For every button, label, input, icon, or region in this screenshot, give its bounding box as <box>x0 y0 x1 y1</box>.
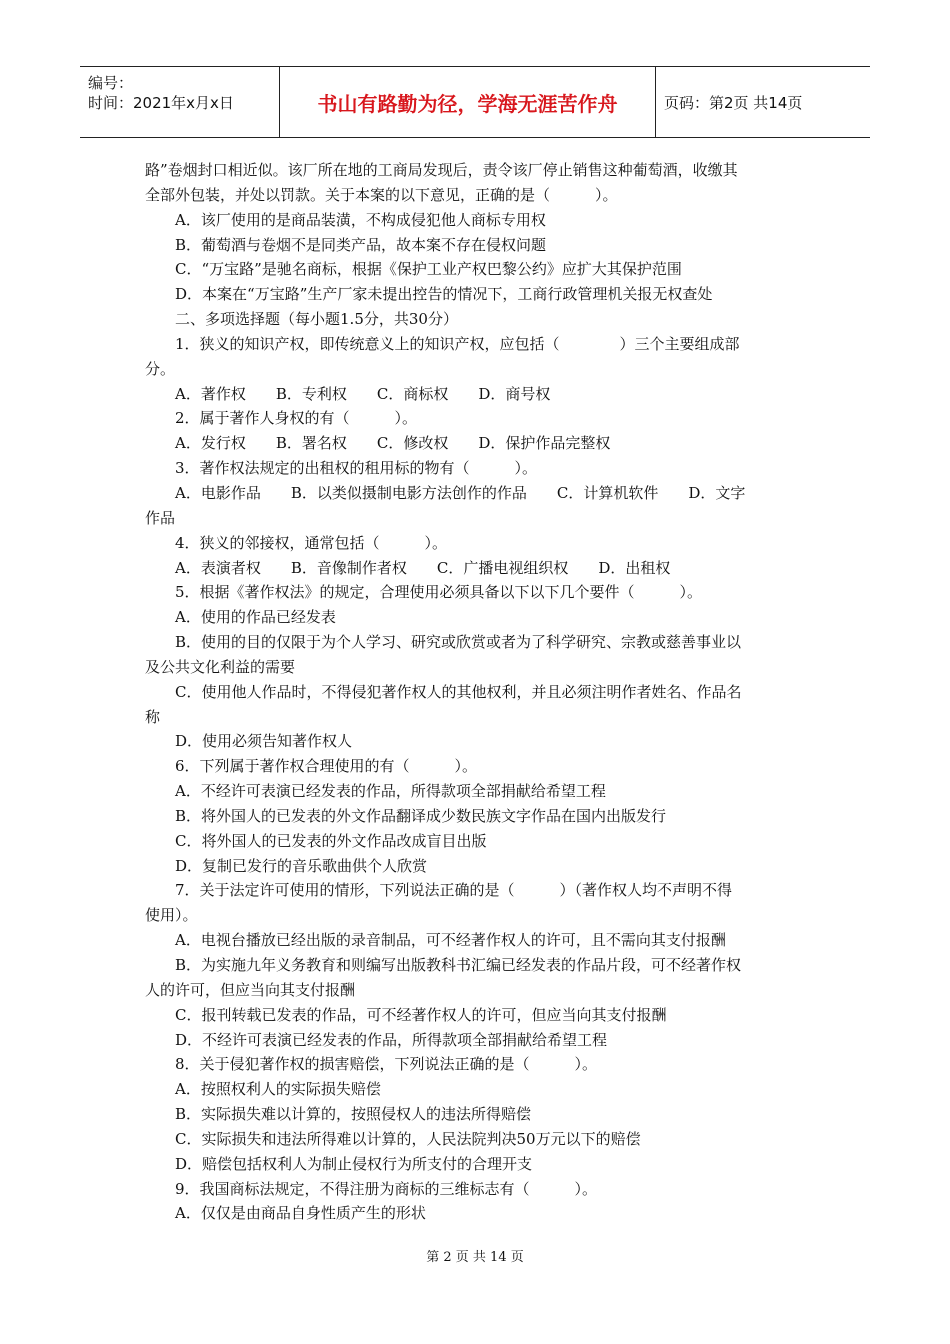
option-line: A．发行权 B．署名权 C．修改权 D．保护作品完整权 <box>175 434 611 453</box>
document-number-label: 编号： <box>88 74 134 92</box>
option-line: C．“万宝路”是驰名商标，根据《保护工业产权巴黎公约》应扩大其保护范围 <box>175 260 682 279</box>
option-line: D．复制已发行的音乐歌曲供个人欣赏 <box>175 856 428 875</box>
question-line: 9．我国商标法规定，不得注册为商标的三维标志有（ ）。 <box>175 1179 598 1198</box>
document-date-label: 时间：2021年x月x日 <box>88 94 234 112</box>
option-line: D．使用必须告知著作权人 <box>175 732 353 751</box>
option-line: C．将外国人的已发表的外文作品改成盲目出版 <box>175 831 487 850</box>
option-line: B．实际损失难以计算的，按照侵权人的违法所得赔偿 <box>175 1105 532 1124</box>
header-meta <box>80 67 280 137</box>
option-line: B．葡萄酒与卷烟不是同类产品，故本案不存在侵权问题 <box>175 235 547 254</box>
option-line: C．报刊转载已发表的作品，可不经著作权人的许可，但应当向其支付报酬 <box>175 1005 667 1024</box>
page-header <box>80 66 870 138</box>
option-line: A．按照权利人的实际损失赔偿 <box>175 1080 381 1099</box>
option-line: B．使用的目的仅限于为个人学习、研究或欣赏或者为了科学研究、宗教或慈善事业以 <box>175 633 742 652</box>
text-line: 路”卷烟封口相近似。该厂所在地的工商局发现后，责令该厂停止销售这种葡萄酒，收缴其 <box>145 161 738 179</box>
option-line: B．为实施九年义务教育和则编写出版教科书汇编已经发表的作品片段，可不经著作权 <box>175 956 742 974</box>
question-line: 3．著作权法规定的出租权的租用标的物有（ ）。 <box>175 459 538 478</box>
option-line: C．使用他人作品时，不得侵犯著作权人的其他权利，并且必须注明作者姓名、作品名 <box>175 682 742 701</box>
header-page-number: 页码：第2页 共14页 <box>664 93 803 112</box>
option-line: C．实际损失和违法所得难以计算的，人民法院判决50万元以下的赔偿 <box>175 1129 641 1148</box>
option-line: B．将外国人的已发表的外文作品翻译成少数民族文字作品在国内出版发行 <box>175 806 667 825</box>
option-line: A．仅仅是由商品自身性质产生的形状 <box>175 1204 426 1223</box>
option-line: A．电影作品 B．以类似摄制电影方法创作的作品 C．计算机软件 D．文字 <box>175 483 746 502</box>
section-heading: 二、多项选择题（每小题1.5分，共30分） <box>175 310 458 329</box>
option-line: A．著作权 B．专利权 C．商标权 D．商号权 <box>175 384 551 403</box>
text-line: 人的许可，但应当向其支付报酬 <box>145 980 356 999</box>
option-line: D．本案在“万宝路”生产厂家未提出控告的情况下，工商行政管理机关报无权查处 <box>175 285 713 304</box>
text-line: 全部外包装，并处以罚款。关于本案的以下意见，正确的是（ ）。 <box>145 185 618 204</box>
document-body <box>145 158 810 1226</box>
header-motto: 书山有路勤为径，学海无涯苦作舟 <box>280 67 656 137</box>
text-line: 及公共文化利益的需要 <box>145 657 296 676</box>
option-line: A．不经许可表演已经发表的作品，所得款项全部捐献给希望工程 <box>175 782 606 801</box>
text-line: 作品 <box>145 508 176 527</box>
question-line: 4．狭义的邻接权，通常包括（ ）。 <box>175 533 448 552</box>
question-line: 8．关于侵犯著作权的损害赔偿，下列说法正确的是（ ）。 <box>175 1055 598 1074</box>
text-line: 使用）。 <box>145 906 198 925</box>
text-line: 分。 <box>145 359 176 378</box>
question-line: 5．根据《著作权法》的规定，合理使用必须具备以下以下几个要件（ ）。 <box>175 583 703 602</box>
option-line: D．不经许可表演已经发表的作品，所得款项全部捐献给希望工程 <box>175 1030 608 1049</box>
question-line: 2．属于著作人身权的有（ ）。 <box>175 409 418 428</box>
question-line: 7．关于法定许可使用的情形，下列说法正确的是（ ）（著作权人均不声明不得 <box>175 881 733 900</box>
question-line: 1．狭义的知识产权，即传统意义上的知识产权，应包括（ ）三个主要组成部 <box>175 334 740 353</box>
option-line: A．使用的作品已经发表 <box>175 608 336 627</box>
option-line: A．电视台播放已经出版的录音制品，可不经著作权人的许可，且不需向其支付报酬 <box>175 931 726 950</box>
option-line: A．该厂使用的是商品装潢，不构成侵犯他人商标专用权 <box>175 210 546 229</box>
text-line: 称 <box>145 707 161 726</box>
question-line: 6．下列属于著作权合理使用的有（ ）。 <box>175 757 478 776</box>
page-footer: 第 2 页 共 14 页 <box>426 1250 524 1265</box>
option-line: A．表演者权 B．音像制作者权 C．广播电视组织权 D．出租权 <box>175 558 671 577</box>
option-line: D．赔偿包括权利人为制止侵权行为所支付的合理开支 <box>175 1154 533 1173</box>
